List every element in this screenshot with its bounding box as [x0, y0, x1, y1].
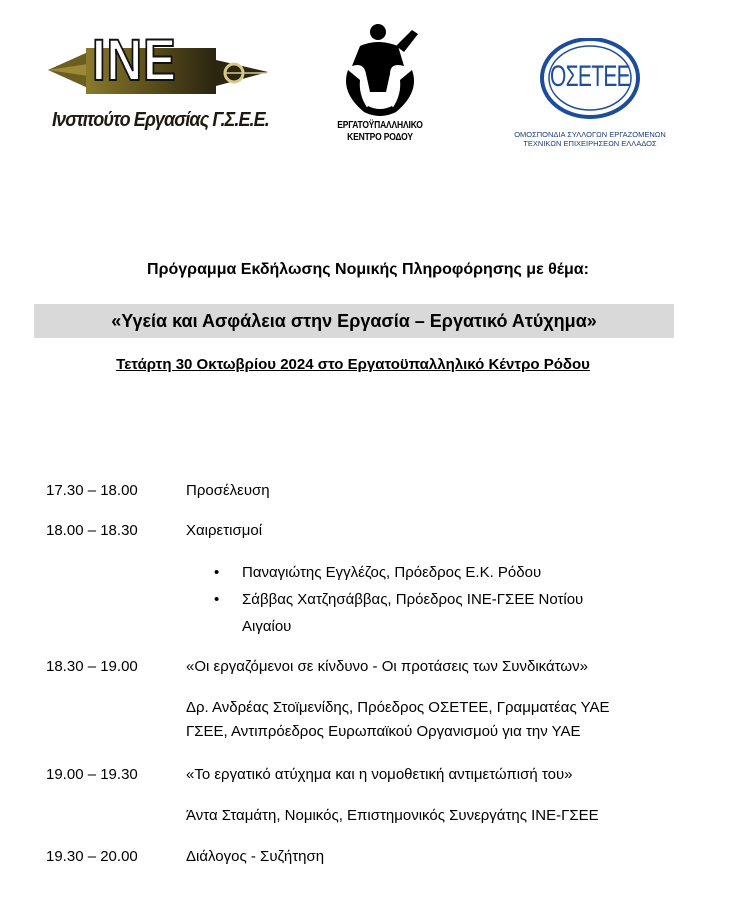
slot-2-bullet-1: Παναγιώτης Εγγλέζος, Πρόεδρος Ε.Κ. Ρόδου [242, 564, 542, 581]
slot-4-speaker: Άντα Σταμάτη, Νομικός, Επιστημονικός Συνεργάτης ΙΝΕ-ΓΣΕΕ [186, 807, 599, 824]
event-date-line: Τετάρτη 30 Οκτωβρίου 2024 στο Εργατοϋπαλληλικό Κέντρο Ρόδου [116, 356, 590, 373]
bullet-icon: • [214, 591, 220, 608]
slot-2-time: 18.00 – 18.30 [46, 522, 138, 539]
slot-5-item: Διάλογος - Συζήτηση [186, 848, 325, 865]
slot-1-item: Προσέλευση [186, 482, 270, 499]
osetee-logo [500, 38, 690, 153]
slot-3-speaker-line1: Δρ. Ανδρέας Στοϊμενίδης, Πρόεδρος ΟΣΕΤΕΕ, Γραμματέας ΥΑΕ [186, 699, 610, 716]
ek-rodou-logo [320, 22, 440, 152]
slot-3-speaker-line2: ΓΣΕΕ, Αντιπρόεδρος Ευρωπαϊκού Οργανισμού για την ΥΑΕ [186, 723, 581, 740]
event-title: «Υγεία και Ασφάλεια στην Εργασία – Εργατικό Ατύχημα» [34, 304, 674, 338]
slot-2-bullet-2-line1: Σάββας Χατζησάββας, Πρόεδρος ΙΝΕ-ΓΣΕΕ Νοτίου [242, 591, 584, 608]
ine-subtitle: Ινστιτούτο Εργασίας Γ.Σ.Ε.Ε. [52, 109, 269, 131]
ine-acronym: INE [92, 28, 177, 93]
osetee-caption-line2: ΤΕΧΝΙΚΩΝ ΕΠΙΧΕΙΡΗΣΕΩΝ ΕΛΛΑΔΟΣ [523, 139, 657, 148]
ek-caption-line2: ΚΕΝΤΡΟ ΡΟΔΟΥ [347, 132, 413, 143]
osetee-acronym: ΟΣΕΤΕΕ [550, 60, 630, 93]
slot-5-time: 19.30 – 20.00 [46, 848, 138, 865]
slot-1-time: 17.30 – 18.00 [46, 482, 138, 499]
slot-4-item: «Το εργατικό ατύχημα και η νομοθετική αντιμετώπισή του» [186, 766, 573, 783]
slot-2-bullet-2-line2: Αιγαίου [242, 618, 292, 635]
slot-4-time: 19.00 – 19.30 [46, 766, 138, 783]
ine-logo [48, 30, 270, 140]
ek-caption-line1: ΕΡΓΑΤΟΫΠΑΛΛΗΛΙΚΟ [337, 120, 423, 131]
slot-3-time: 18.30 – 19.00 [46, 658, 138, 675]
osetee-caption-line1: ΟΜΟΣΠΟΝΔΙΑ ΣΥΛΛΟΓΩΝ ΕΡΓΑΖΟΜΕΝΩΝ [514, 130, 666, 139]
slot-2-item: Χαιρετισμοί [186, 522, 263, 539]
program-heading: Πρόγραμμα Εκδήλωσης Νομικής Πληροφόρησης με θέμα: [147, 261, 589, 278]
worker-hands-icon [320, 22, 440, 118]
slot-3-item: «Οι εργαζόμενοι σε κίνδυνο - Οι προτάσεις των Συνδικάτων» [186, 658, 588, 675]
bullet-icon: • [214, 564, 220, 581]
